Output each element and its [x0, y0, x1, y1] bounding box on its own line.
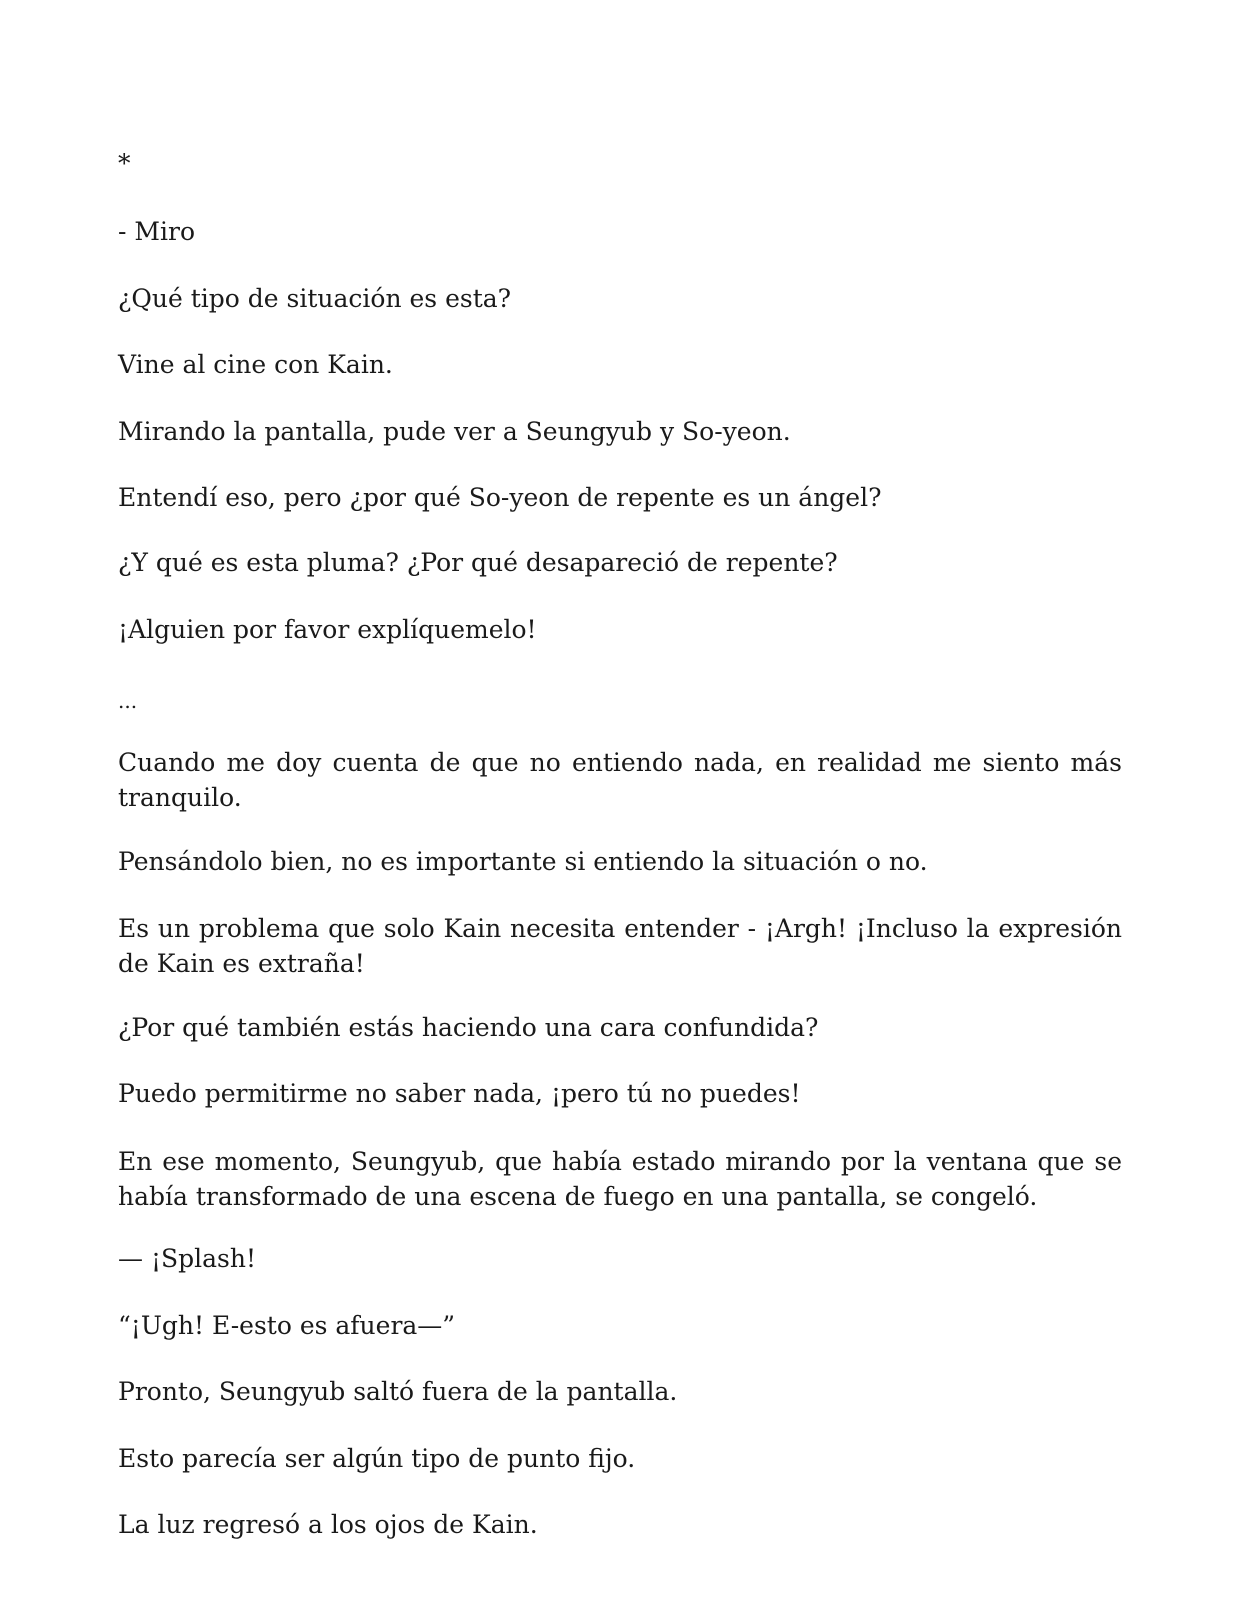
paragraph: Pensándolo bien, no es importante si entiendo la situación o no. [118, 847, 928, 876]
paragraph: Vine al cine con Kain. [118, 350, 393, 379]
paragraph: Esto parecía ser algún tipo de punto fijo. [118, 1444, 636, 1473]
paragraph: ¿Qué tipo de situación es esta? [118, 284, 512, 313]
paragraph: Pronto, Seungyub saltó fuera de la pantalla. [118, 1377, 678, 1406]
sound-effect-line: — ¡Splash! [118, 1244, 257, 1273]
paragraph: Cuando me doy cuenta de que no entiendo nada, en realidad me siento más tranquilo. [118, 748, 1122, 812]
paragraph: Mirando la pantalla, pude ver a Seungyub y So-yeon. [118, 417, 791, 446]
paragraph: ¿Por qué también estás haciendo una cara confundida? [118, 1013, 819, 1042]
paragraph: ¡Alguien por favor explíquemelo! [118, 615, 537, 644]
paragraph: ¿Y qué es esta pluma? ¿Por qué desapareció de repente? [118, 548, 838, 577]
paragraph: La luz regresó a los ojos de Kain. [118, 1510, 538, 1539]
dialogue-line: “¡Ugh! E-esto es afuera—” [118, 1311, 456, 1340]
paragraph: Puedo permitirme no saber nada, ¡pero tú no puedes! [118, 1079, 801, 1108]
pov-header: - Miro [118, 217, 195, 246]
paragraph: Es un problema que solo Kain necesita entender - ¡Argh! ¡Incluso la expresión de Kain es extraña! [118, 914, 1122, 978]
scene-break-asterisk: * [118, 149, 131, 178]
ellipsis-break: ... [118, 689, 138, 713]
paragraph: En ese momento, Seungyub, que había estado mirando por la ventana que se había transformado de una escena de fuego en una pantalla, se congeló. [118, 1147, 1122, 1211]
paragraph: Entendí eso, pero ¿por qué So-yeon de repente es un ángel? [118, 483, 882, 512]
